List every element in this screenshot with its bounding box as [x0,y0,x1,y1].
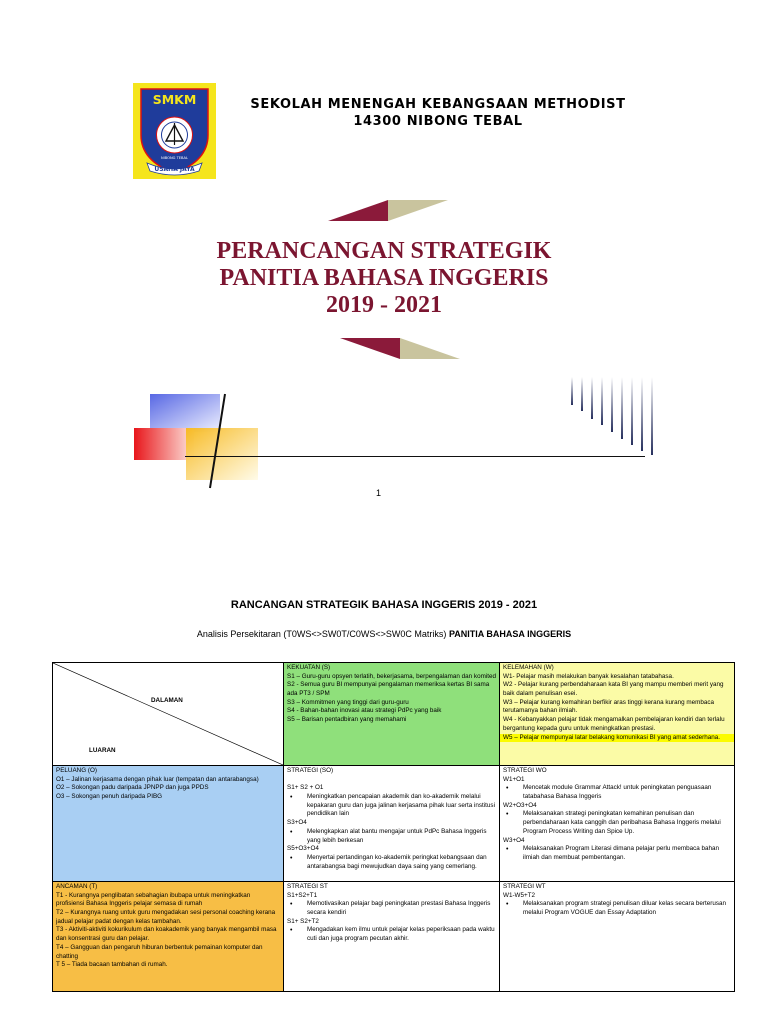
kelemahan-head: KELEMAHAN (W) [503,664,554,671]
strategi-group: W3+O4 [503,836,525,844]
cell-strategi-st [284,882,500,992]
cell-ancaman [53,882,284,992]
strategi-bullet: • Melaksanakan program strategi penulisan diluar kelas secara berterusan melalui Program VOGUE dan Essay Adaptation [503,900,731,917]
strategi-bullet: • Menyertai pertandingan ko-akademik peringkat kebangsaan dan antarabangsa bagi mewujudkan daya saing yang cemerlang. [287,854,496,871]
kelemahan-highlight: W5 – Pelajar mempunyai latar belakang komunikasi BI yang amat sederhana. [500,734,734,743]
kelemahan-line: W4 - Kebanyakkan pelajar tidak mengamalkan pembelajaran kendiri dan terlalu bergantung kepada guru untuk meningkatkan prestasi. [503,716,725,732]
peluang-line: O3 – Sokongan penuh daripada PIBG [56,793,163,801]
ancaman-line: T 5 – Tiada bacaan tambahan di rumah. [56,961,168,969]
logo-motto: USAHA JAYA [154,166,195,173]
strategi-bullet: • Melaksanakan Program Literasi dimana pelajar perlu membaca bahan ilmiah dan membuat pembentangan. [503,845,731,862]
cover-title-line1: PERANCANGAN STRATEGIK [216,238,552,264]
ancaman-line: T3 - Aktiviti-aktiviti kokurikulum dan koakademik yang banyak mengambil masa dan konsentrasi guru dan pelajar. [56,926,277,943]
logo-text: SMKM [152,92,197,107]
subtitle-prefix: Analisis Persekitaran (T0WS<>SW0T/C0WS<>SW0C Matriks) [196,629,447,639]
strategi-group: S1+ S2 + O1 [287,784,324,792]
section-subtitle [100,629,668,639]
horizontal-rule [185,456,645,457]
strategi-st-head: STRATEGI ST [287,883,328,890]
decorative-squares [130,390,270,490]
cover-title-year: 2019 - 2021 [326,292,442,318]
cell-strategi-wt [500,882,735,992]
kekuatan-line: S3 – Kommitmen yang tinggi dari guru-guru [287,698,409,706]
diagonal-line [53,663,283,765]
school-address: 14300 NIBONG TEBAL [353,114,523,129]
page-number: 1 [376,488,382,498]
section-title: RANCANGAN STRATEGIK BAHASA INGGERIS 2019 - 2021 [230,599,538,611]
decorative-bars [565,375,665,455]
swot-matrix [52,662,735,992]
strategi-bullet: • Melengkapkan alat bantu mengajar untuk PdPc Bahasa Inggeris yang lebih berkesan [287,828,496,845]
strategi-wt-head: STRATEGI WT [503,883,546,890]
cell-strategi-so [284,766,500,882]
logo-ring-text: NIBONG TEBAL [161,156,188,160]
cell-strategi-wo [500,766,735,882]
strategi-group: S1+ S2+T2 [287,917,319,925]
strategi-bullet: • Melaksanakan strategi peningkatan kemahiran penulisan dan perbendaharaan kata canggih dan peribahasa Bahasa Inggeris melalui Program Process Writing dan Spice Up. [503,810,731,836]
peluang-line: O1 – Jalinan kerjasama dengan pihak luar (tempatan dan antarabangsa) [56,775,259,783]
matrix-corner [53,663,284,766]
strategi-bullet: • Mengadakan kem ilmu untuk pelajar kelas peperiksaan pada waktu cuti dan juga program pecutan akhir. [287,926,496,943]
kekuatan-line: S1 – Guru-guru opsyen terlatih, bekerjasama, berpengalaman dan komited [287,672,496,680]
diamond-ornament-bottom [340,338,460,360]
strategi-wo-head: STRATEGI WO [503,767,547,774]
kekuatan-head: KEKUATAN (S) [287,664,331,671]
strategi-group: S1+S2+T1 [287,891,318,899]
ancaman-head: ANCAMAN (T) [56,883,98,890]
strategi-group: S3+O4 [287,819,307,827]
strategi-group: W1+O1 [503,775,525,783]
ancaman-line: T1 - Kurangnya penglibatan sebahagian ibubapa untuk meningkatkan profisiensi Bahasa Inggeris pelajar semasa di rumah [56,891,251,908]
school-logo [133,83,216,179]
subtitle-bold: PANITIA BAHASA INGGERIS [448,629,572,639]
strategi-group: S5+O3+O4 [287,845,319,853]
strategi-bullet: • Meningkatkan pencapaian akademik dan ko-akademik melalui kepakaran guru dan juga jalinan kerjasama pihak luar serta institusi pendidikan lain [287,793,496,819]
kekuatan-line: S5 – Barisan pentadbiran yang memahami [287,716,407,724]
kelemahan-line: W3 – Pelajar kurang kemahiran berfikir aras tinggi kerana kurang membaca terutamanya bahan ilmiah. [503,698,715,715]
kekuatan-line: S2 - Semua guru BI mempunyai pengalaman memeriksa kertas BI sama ada PT3 / SPM [287,681,490,698]
strategi-group: W1-W5+T2 [503,891,536,899]
kekuatan-line: S4 - Bahan-bahan inovasi atau strategi PdPc yang baik [287,707,442,715]
ancaman-line: T2 – Kurangnya ruang untuk guru mengadakan sesi personal coaching kerana jadual pelajar padat dengan kelas tambahan. [56,909,276,925]
label-luaran: LUARAN [89,747,116,754]
spacer [287,776,496,785]
peluang-line: O2 – Sokongan padu daripada JPNPP dan juga PPDS [56,784,209,792]
strategi-bullet: • Memotivasikan pelajar bagi peningkatan prestasi Bahasa Inggeris secara kendiri [287,900,496,917]
kelemahan-line: W2 - Pelajar kurang perbendaharaan kata BI yang mampu memberi merit yang baik dalam penulisan esei. [503,681,724,698]
cover-title-line2: PANITIA BAHASA INGGERIS [219,265,549,291]
cell-kekuatan [284,663,500,766]
strategi-so-head: STRATEGI (SO) [287,767,334,774]
strategi-group: W2+O3+O4 [503,801,537,809]
label-dalaman: DALAMAN [151,697,183,704]
peluang-head: PELUANG (O) [56,767,97,774]
kelemahan-line: W1- Pelajar masih melakukan banyak kesalahan tatabahasa. [503,672,674,680]
school-name: SEKOLAH MENENGAH KEBANGSAAN METHODIST [250,97,626,112]
cell-peluang [53,766,284,882]
ancaman-line: T4 – Gangguan dan pengaruh hiburan berbentuk pemainan komputer dan chatting [56,943,263,960]
strategi-bullet: • Mencetak module Grammar Attack! untuk peningkatan penguasaan tatabahasa Bahasa Inggeris [503,784,731,801]
diamond-ornament-top [328,200,448,222]
cell-kelemahan [500,663,735,766]
